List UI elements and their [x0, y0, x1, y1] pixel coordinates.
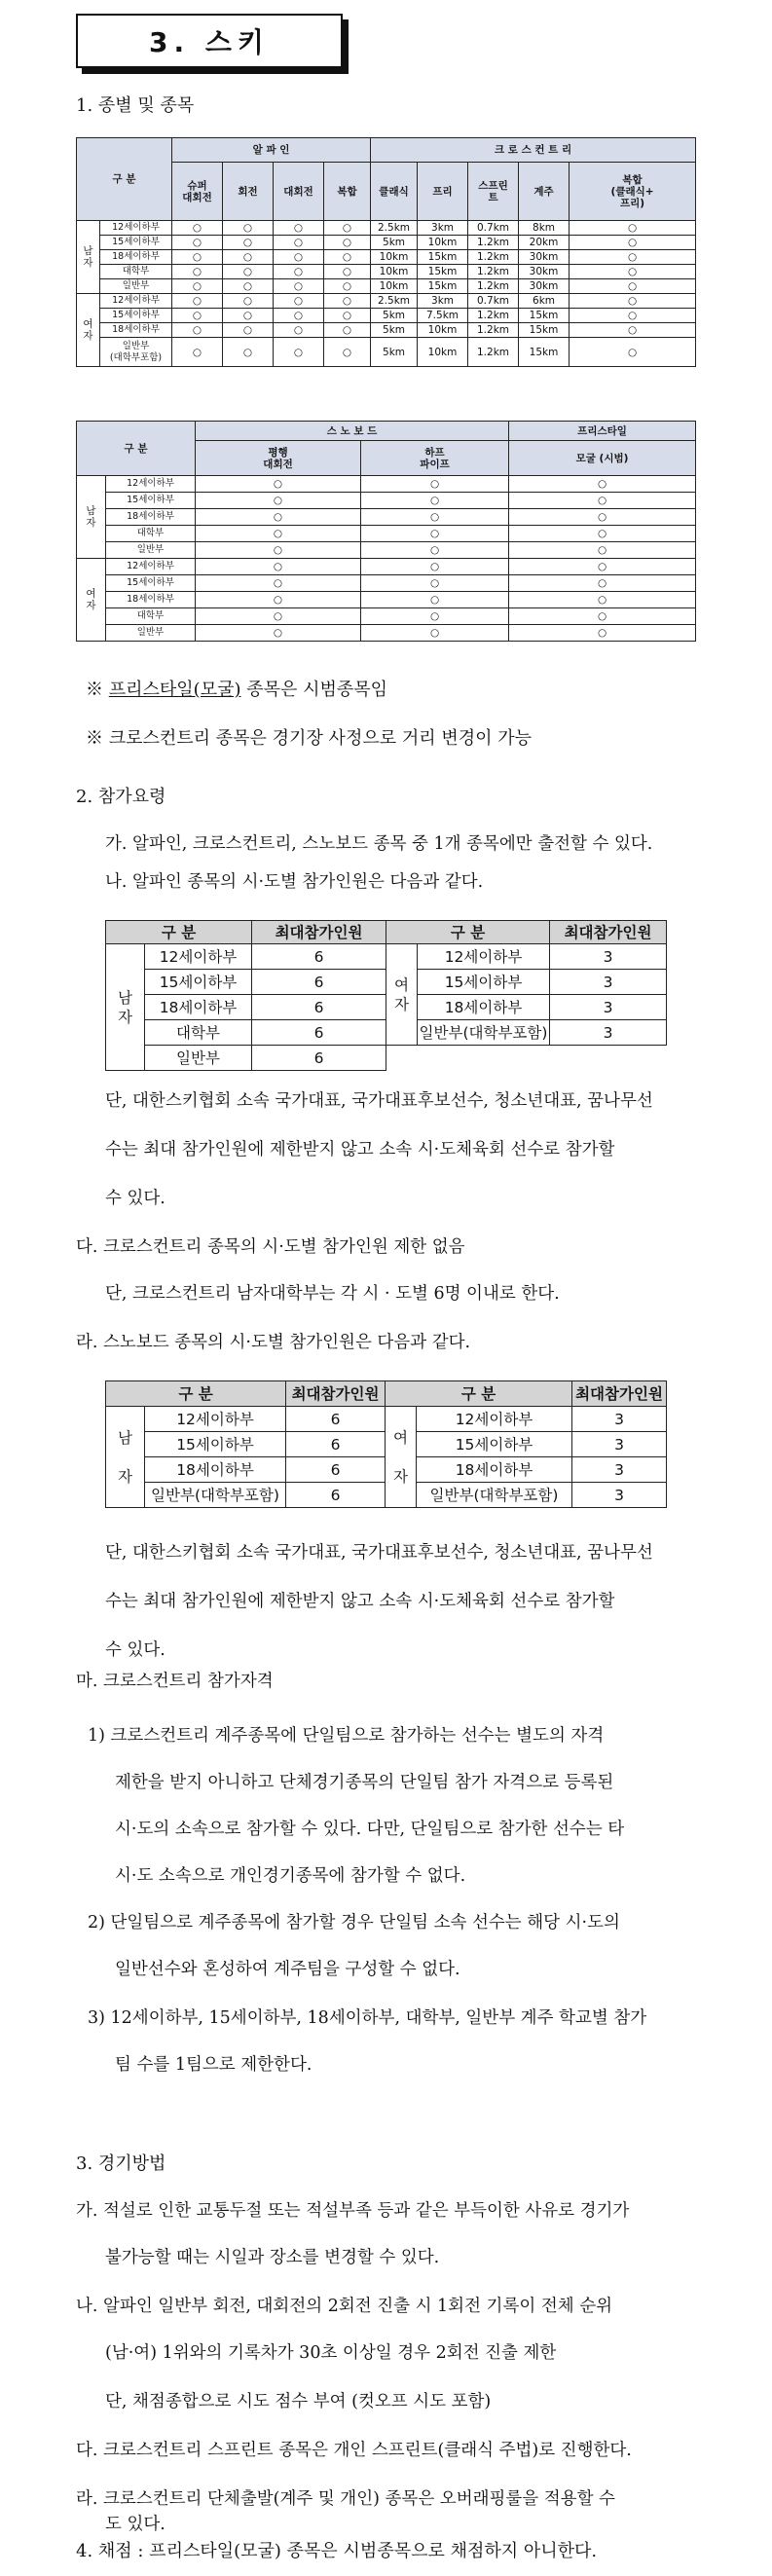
table-cell: ○ — [274, 309, 324, 323]
table-cell: 6 — [252, 944, 386, 970]
table-cell: 3 — [550, 1020, 667, 1046]
table-cell: ○ — [361, 476, 509, 493]
gender-male: 남 자 — [77, 221, 100, 294]
table-cell: ○ — [223, 250, 274, 265]
table-cell: ○ — [361, 526, 509, 542]
table-cell: 15km — [519, 338, 570, 367]
section-2-na: 나. 알파인 종목의 시·도별 참가인원은 다음과 같다. — [105, 872, 484, 892]
table-cell: ○ — [172, 236, 223, 250]
table-cell: 1.2km — [468, 309, 519, 323]
table-cell: 15km — [519, 323, 570, 338]
gender-female: 여 자 — [77, 559, 106, 642]
row-label: 대학부 — [100, 265, 172, 279]
table-cell: ○ — [223, 309, 274, 323]
table-cell: ○ — [196, 493, 361, 509]
col-cross-0: 클래식 — [371, 163, 418, 221]
col-gubun: 구 분 — [386, 1381, 572, 1407]
group-crosscountry: 크 로 스 컨 트 리 — [371, 138, 696, 163]
table-cell: ○ — [361, 493, 509, 509]
table-cell: ○ — [361, 608, 509, 625]
table-cell: 3 — [572, 1407, 667, 1432]
table-cell: ○ — [509, 592, 696, 608]
note-underline: 프리스타일(모굴) — [108, 680, 241, 700]
table-cell: ○ — [196, 559, 361, 575]
table-row — [77, 236, 696, 250]
section-3-line: 다. 크로스컨트리 스프린트 종목은 개인 스프린트(클래식 주법)로 진행한다. — [76, 2441, 632, 2460]
table-cell: 5km — [371, 338, 418, 367]
row-label: 15세이하부 — [145, 1432, 286, 1457]
table-cell: 6 — [252, 1020, 386, 1046]
table-cell: ○ — [324, 250, 371, 265]
row-label: 일반부 (대학부포함) — [100, 338, 172, 367]
table-cell: 5km — [371, 309, 418, 323]
table-cell: 10km — [371, 250, 418, 265]
table-cell: ○ — [223, 236, 274, 250]
row-label: 18세이하부 — [100, 323, 172, 338]
row-label: 일반부(대학부포함) — [417, 1483, 572, 1508]
table-cell: ○ — [509, 625, 696, 642]
table-cell: 1.2km — [468, 250, 519, 265]
table-cell: ○ — [172, 338, 223, 367]
table-cell: 10km — [371, 279, 418, 294]
table-cell: ○ — [509, 608, 696, 625]
col-halfpipe: 하프 파이프 — [361, 441, 509, 476]
table-cell: ○ — [196, 625, 361, 642]
table-cell: ○ — [172, 221, 223, 236]
snowboard-entry-limit-table — [105, 1380, 667, 1508]
row-label: 15세이하부 — [106, 575, 196, 592]
table-cell: 5km — [371, 323, 418, 338]
table-cell: 30km — [519, 265, 570, 279]
row-label: 12세이하부 — [106, 476, 196, 493]
row-label: 대학부 — [145, 1020, 252, 1046]
row-label: 12세이하부 — [145, 1407, 286, 1432]
row-label: 대학부 — [106, 526, 196, 542]
table-cell: 3 — [550, 944, 667, 970]
table-cell: 6 — [286, 1457, 386, 1483]
table-cell: ○ — [196, 542, 361, 559]
table-cell: ○ — [274, 338, 324, 367]
row-label: 일반부 — [106, 625, 196, 642]
table-cell: 8km — [519, 221, 570, 236]
row-label: 일반부 — [106, 542, 196, 559]
note-mark: ※ — [86, 728, 109, 749]
table-row — [77, 279, 696, 294]
table-row — [77, 592, 696, 608]
table-cell: ○ — [223, 323, 274, 338]
table-row — [77, 221, 696, 236]
row-label: 15세이하부 — [418, 970, 550, 995]
col-parallel-giant-slalom: 평행 대회전 — [196, 441, 361, 476]
table-cell: ○ — [361, 509, 509, 526]
row-label: 18세이하부 — [145, 995, 252, 1020]
table-cell: ○ — [274, 279, 324, 294]
table-row — [77, 542, 696, 559]
table-cell: 3 — [572, 1483, 667, 1508]
table-cell: ○ — [361, 559, 509, 575]
row-label: 일반부(대학부포함) — [418, 1020, 550, 1046]
table-cell: 3km — [418, 294, 468, 309]
table-cell: ○ — [274, 265, 324, 279]
col-moguls: 모굴 (시범) — [509, 441, 696, 476]
col-alpine-3: 복합 — [324, 163, 371, 221]
table-cell: ○ — [509, 542, 696, 559]
table-cell: ○ — [196, 592, 361, 608]
section-3-line: 가. 적설로 인한 교통두절 또는 적설부족 등과 같은 부득이한 사유로 경기가 — [76, 2201, 630, 2221]
table-cell: ○ — [509, 559, 696, 575]
section-3-line: 나. 알파인 일반부 회전, 대회전의 2회전 진출 시 1회전 기록이 전체 순위 — [76, 2297, 613, 2316]
table-cell: ○ — [324, 294, 371, 309]
section-1-heading: 1. 종별 및 종목 — [76, 95, 195, 116]
row-label: 12세이하부 — [145, 944, 252, 970]
row-label: 일반부 — [100, 279, 172, 294]
table-cell: ○ — [223, 279, 274, 294]
table-cell: ○ — [223, 221, 274, 236]
row-label: 12세이하부 — [417, 1407, 572, 1432]
eligibility-line: 시·도의 소속으로 참가할 수 있다. 다만, 단일팀으로 참가한 선수는 타 — [115, 1820, 625, 1839]
section-3-heading: 3. 경기방법 — [76, 2153, 166, 2174]
gender-female: 여 자 — [386, 944, 418, 1046]
table-row — [77, 323, 696, 338]
section-2-da: 다. 크로스컨트리 종목의 시·도별 참가인원 제한 없음 — [76, 1237, 465, 1257]
col-gubun: 구 분 — [77, 422, 196, 476]
note-crosscountry — [86, 726, 532, 752]
section-3-line: 라. 크로스컨트리 단체출발(계주 및 개인) 종목은 오버래핑룰을 적용할 수 — [76, 2489, 615, 2509]
col-max-entries: 최대참가인원 — [550, 921, 667, 944]
table-cell: ○ — [570, 279, 696, 294]
table-row — [77, 294, 696, 309]
table-row — [77, 309, 696, 323]
table-cell: 1.2km — [468, 236, 519, 250]
table-cell: ○ — [274, 250, 324, 265]
table-cell: 3 — [550, 995, 667, 1020]
table-row — [77, 608, 696, 625]
section-3-line: (남·여) 1위와의 기록차가 30초 이상일 경우 2회전 진출 제한 — [105, 2343, 557, 2363]
table-cell: ○ — [324, 236, 371, 250]
col-cross-1: 프리 — [418, 163, 468, 221]
table-cell: ○ — [324, 265, 371, 279]
table-cell: 6 — [286, 1432, 386, 1457]
note-text: 크로스컨트리 종목은 경기장 사정으로 거리 변경이 가능 — [108, 728, 532, 749]
table-cell: 6 — [252, 970, 386, 995]
row-label: 12세이하부 — [106, 559, 196, 575]
table-cell: 10km — [418, 323, 468, 338]
table-cell: 3km — [418, 221, 468, 236]
col-max-entries: 최대참가인원 — [252, 921, 386, 944]
table-cell: 6 — [286, 1407, 386, 1432]
table-cell: ○ — [223, 294, 274, 309]
section-3-line: 단, 채점종합으로 시도 점수 부여 (컷오프 시도 포함) — [105, 2392, 492, 2411]
eligibility-line: 2) 단일팀으로 계주종목에 참가할 경우 단일팀 소속 선수는 해당 시·도의 — [88, 1913, 620, 1932]
table-cell: 0.7km — [468, 221, 519, 236]
table-cell: ○ — [361, 542, 509, 559]
table-cell: ○ — [172, 323, 223, 338]
table-cell: 6 — [252, 1046, 386, 1071]
table-cell: 6 — [286, 1483, 386, 1508]
table-cell: ○ — [570, 294, 696, 309]
paragraph-line: 단, 대한스키협회 소속 국가대표, 국가대표후보선수, 청소년대표, 꿈나무선 — [105, 1543, 653, 1563]
table-cell: 7.5km — [418, 309, 468, 323]
table-cell: ○ — [324, 323, 371, 338]
section-3-line: 도 있다. — [105, 2515, 165, 2534]
table-cell: 1.2km — [468, 279, 519, 294]
table-cell: ○ — [324, 221, 371, 236]
col-alpine-2: 대회전 — [274, 163, 324, 221]
col-cross-2: 스프린 트 — [468, 163, 519, 221]
section-2-da-sub: 단, 크로스컨트리 남자대학부는 각 시 · 도별 6명 이내로 한다. — [105, 1284, 560, 1304]
table-row — [77, 526, 696, 542]
alpine-entry-limit-table — [105, 920, 667, 1071]
gender-female: 여 자 — [386, 1407, 417, 1508]
table-cell: ○ — [172, 250, 223, 265]
table-cell: 15km — [418, 265, 468, 279]
table-cell: ○ — [196, 509, 361, 526]
eligibility-line: 3) 12세이하부, 15세이하부, 18세이하부, 대학부, 일반부 계주 학교별 참가 — [88, 2008, 647, 2028]
table-cell: 3 — [572, 1432, 667, 1457]
table-row — [77, 509, 696, 526]
row-label: 18세이하부 — [417, 1457, 572, 1483]
table-cell: 2.5km — [371, 221, 418, 236]
col-gubun: 구 분 — [106, 921, 252, 944]
table-row — [106, 1407, 667, 1432]
table-cell: ○ — [274, 236, 324, 250]
table-cell: ○ — [324, 338, 371, 367]
table-row — [77, 559, 696, 575]
paragraph-line: 단, 대한스키협회 소속 국가대표, 국가대표후보선수, 청소년대표, 꿈나무선 — [105, 1091, 653, 1111]
table-cell: ○ — [509, 526, 696, 542]
table-cell: ○ — [274, 221, 324, 236]
table-cell: ○ — [196, 526, 361, 542]
row-label: 일반부 — [145, 1046, 252, 1071]
section-2-ma: 마. 크로스컨트리 참가자격 — [76, 1672, 274, 1691]
page-title: 3. 스키 — [76, 14, 343, 68]
table-row — [106, 944, 667, 970]
table-cell: ○ — [509, 575, 696, 592]
table-cell: ○ — [172, 279, 223, 294]
row-label: 15세이하부 — [106, 493, 196, 509]
events-table-alpine-crosscountry — [76, 137, 696, 367]
table-cell: ○ — [274, 323, 324, 338]
table-cell: ○ — [361, 625, 509, 642]
table-cell: ○ — [509, 493, 696, 509]
table-cell: 30km — [519, 279, 570, 294]
gender-male: 남 자 — [106, 944, 145, 1071]
table-row — [77, 476, 696, 493]
table-cell: 10km — [371, 265, 418, 279]
note-mark: ※ — [86, 680, 109, 700]
table-cell: 5km — [371, 236, 418, 250]
section-2-ga: 가. 알파인, 크로스컨트리, 스노보드 종목 중 1개 종목에만 출전할 수 있다. — [105, 834, 653, 854]
table-cell: ○ — [172, 294, 223, 309]
group-freestyle: 프리스타일 — [509, 422, 696, 441]
row-label: 15세이하부 — [100, 236, 172, 250]
table-cell: ○ — [570, 250, 696, 265]
col-max-entries: 최대참가인원 — [572, 1381, 667, 1407]
eligibility-line: 일반선수와 혼성하여 계주팀을 구성할 수 없다. — [115, 1960, 460, 1979]
section-3-line: 불가능할 때는 시일과 장소를 변경할 수 있다. — [105, 2248, 440, 2267]
eligibility-line: 팀 수를 1팀으로 제한한다. — [115, 2055, 312, 2075]
col-cross-4: 복합 (클래식+ 프리) — [570, 163, 696, 221]
row-label: 일반부(대학부포함) — [145, 1483, 286, 1508]
table-cell: ○ — [223, 265, 274, 279]
gender-female: 여 자 — [77, 294, 100, 367]
row-label: 15세이하부 — [100, 309, 172, 323]
table-cell: 10km — [418, 338, 468, 367]
row-label: 15세이하부 — [417, 1432, 572, 1457]
col-gubun: 구 분 — [77, 138, 172, 221]
paragraph-line: 수는 최대 참가인원에 제한받지 않고 소속 시·도체육회 선수로 참가할 — [105, 1140, 615, 1159]
section-4: 4. 채점 : 프리스타일(모굴) 종목은 시범종목으로 채점하지 아니한다. — [76, 2541, 598, 2561]
table-row — [77, 265, 696, 279]
table-cell: ○ — [172, 309, 223, 323]
table-cell: 15km — [418, 279, 468, 294]
eligibility-line: 제한을 받지 아니하고 단체경기종목의 단일팀 참가 자격으로 등록된 — [115, 1773, 614, 1792]
row-label: 12세이하부 — [100, 221, 172, 236]
table-cell: ○ — [570, 265, 696, 279]
paragraph-line: 수는 최대 참가인원에 제한받지 않고 소속 시·도체육회 선수로 참가할 — [105, 1592, 615, 1611]
table-cell: ○ — [509, 509, 696, 526]
gender-male: 남 자 — [106, 1407, 145, 1508]
table-cell: ○ — [324, 309, 371, 323]
table-cell: ○ — [196, 476, 361, 493]
col-gubun: 구 분 — [386, 921, 550, 944]
table-cell: ○ — [324, 279, 371, 294]
table-cell: 1.2km — [468, 323, 519, 338]
table-cell: 1.2km — [468, 338, 519, 367]
table-cell: ○ — [570, 221, 696, 236]
table-cell: ○ — [361, 575, 509, 592]
eligibility-line: 1) 크로스컨트리 계주종목에 단일팀으로 참가하는 선수는 별도의 자격 — [88, 1726, 605, 1746]
table-cell: ○ — [196, 575, 361, 592]
table-cell: 1.2km — [468, 265, 519, 279]
table-row — [77, 625, 696, 642]
row-label: 12세이하부 — [418, 944, 550, 970]
row-label: 18세이하부 — [418, 995, 550, 1020]
table-cell: 0.7km — [468, 294, 519, 309]
table-row — [77, 493, 696, 509]
table-row — [106, 1046, 667, 1071]
row-label: 12세이하부 — [100, 294, 172, 309]
table-cell: 3 — [550, 970, 667, 995]
table-cell: 15km — [418, 250, 468, 265]
col-max-entries: 최대참가인원 — [286, 1381, 386, 1407]
table-cell: 6 — [252, 995, 386, 1020]
table-row — [77, 250, 696, 265]
table-cell: 2.5km — [371, 294, 418, 309]
group-snowboard: 스 노 보 드 — [196, 422, 509, 441]
table-cell: 30km — [519, 250, 570, 265]
events-table-snowboard-freestyle — [76, 421, 696, 642]
empty-cell — [386, 1046, 667, 1071]
table-cell: ○ — [196, 608, 361, 625]
row-label: 18세이하부 — [106, 509, 196, 526]
table-cell: ○ — [172, 265, 223, 279]
note-freestyle — [86, 678, 387, 703]
table-row — [77, 338, 696, 367]
paragraph-line: 수 있다. — [105, 1640, 165, 1660]
section-2-heading: 2. 참가요령 — [76, 787, 166, 807]
table-cell: 15km — [519, 309, 570, 323]
row-label: 18세이하부 — [106, 592, 196, 608]
table-cell: ○ — [223, 338, 274, 367]
table-cell: 10km — [418, 236, 468, 250]
row-label: 대학부 — [106, 608, 196, 625]
table-cell: ○ — [509, 476, 696, 493]
gender-male: 남 자 — [77, 476, 106, 559]
note-text: 종목은 시범종목임 — [240, 680, 388, 700]
col-alpine-1: 회전 — [223, 163, 274, 221]
row-label: 15세이하부 — [145, 970, 252, 995]
eligibility-line: 시·도 소속으로 개인경기종목에 참가할 수 없다. — [115, 1866, 466, 1886]
section-2-ra: 라. 스노보드 종목의 시·도별 참가인원은 다음과 같다. — [76, 1333, 471, 1352]
table-cell: ○ — [570, 309, 696, 323]
group-alpine: 알 파 인 — [172, 138, 371, 163]
row-label: 18세이하부 — [145, 1457, 286, 1483]
table-cell: ○ — [274, 294, 324, 309]
table-cell: ○ — [570, 338, 696, 367]
col-alpine-0: 슈퍼 대회전 — [172, 163, 223, 221]
col-gubun: 구 분 — [106, 1381, 286, 1407]
paragraph-line: 수 있다. — [105, 1189, 165, 1208]
table-cell: ○ — [570, 236, 696, 250]
table-cell: 20km — [519, 236, 570, 250]
col-cross-3: 계주 — [519, 163, 570, 221]
table-row — [77, 575, 696, 592]
table-cell: ○ — [570, 323, 696, 338]
row-label: 18세이하부 — [100, 250, 172, 265]
table-cell: 6km — [519, 294, 570, 309]
table-cell: ○ — [361, 592, 509, 608]
table-cell: 3 — [572, 1457, 667, 1483]
